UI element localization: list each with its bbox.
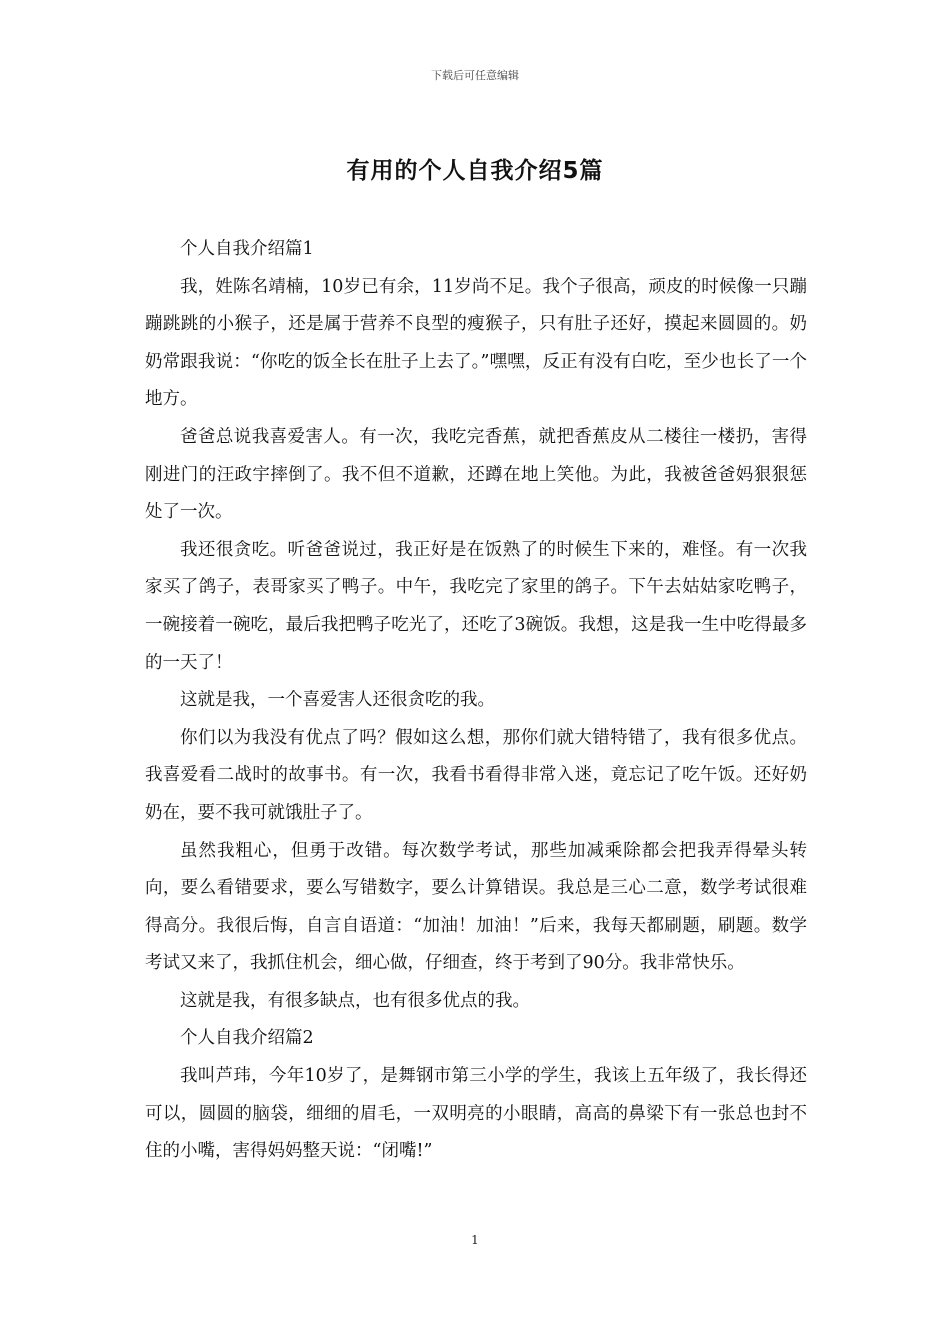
- page-number: 1: [471, 1233, 479, 1247]
- header-note: 下载后可任意编辑: [431, 69, 519, 82]
- section-heading: 个人自我介绍篇2: [180, 1028, 314, 1049]
- paragraph: 爸爸总说我喜爱害人。有一次，我吃完香蕉，就把香蕉皮从二楼往一楼扔，害得刚进门的汪政宇摔倒了。我不但不道歉，还蹲在地上笑他。为此，我被爸爸妈狠狠惩处了一次。: [145, 426, 807, 523]
- document-body: [145, 231, 807, 1171]
- paragraph: 这就是我，一个喜爱害人还很贪吃的我。: [180, 690, 495, 711]
- document-title: 有用的个人自我介绍5篇: [346, 158, 604, 184]
- section-heading: 个人自我介绍篇1: [180, 239, 314, 259]
- paragraph: 你们以为我没有优点了吗？假如这么想，那你们就大错特错了，我有很多优点。我喜爱看二战时的故事书。有一次，我看书看得非常入迷，竟忘记了吃午饭。还好奶奶在，要不我可就饿肚子了。: [145, 727, 807, 823]
- paragraph: 虽然我粗心，但勇于改错。每次数学考试，那些加减乘除都会把我弄得晕头转向，要么看错要求，要么写错数字，要么计算错误。我总是三心二意，数学考试很难得高分。我很后悔，自言自语道：“加油！加油！”后来，我每天都刷题，刷题。数学考试又来了，我抓住机会，细心做，仔细查，终于考到了90分。我非常快乐。: [145, 840, 807, 974]
- paragraph: 我叫芦玮，今年10岁了，是舞钢市第三小学的学生，我该上五年级了，我长得还可以，圆圆的脑袋，细细的眉毛，一双明亮的小眼睛，高高的鼻梁下有一张总也封不住的小嘴，害得妈妈整天说：“闭嘴!”: [145, 1066, 807, 1162]
- paragraph: 我，姓陈名靖楠，10岁已有余，11岁尚不足。我个子很高，顽皮的时候像一只蹦蹦跳跳的小猴子，还是属于营养不良型的瘦猴子，只有肚子还好，摸起来圆圆的。奶奶常跟我说：“你吃的饭全长在肚子上去了。”嘿嘿，反正有没有白吃，至少也长了一个地方。: [145, 276, 807, 410]
- paragraph: 这就是我，有很多缺点，也有很多优点的我。: [180, 990, 530, 1011]
- paragraph: 我还很贪吃。听爸爸说过，我正好是在饭熟了的时候生下来的，难怪。有一次我家买了鸽子，表哥家买了鸭子。中午，我吃完了家里的鸽子。下午去姑姑家吃鸭子，一碗接着一碗吃，最后我把鸭子吃光了，还吃了3碗饭。我想，这是我一生中吃得最多的一天了！: [145, 539, 807, 673]
